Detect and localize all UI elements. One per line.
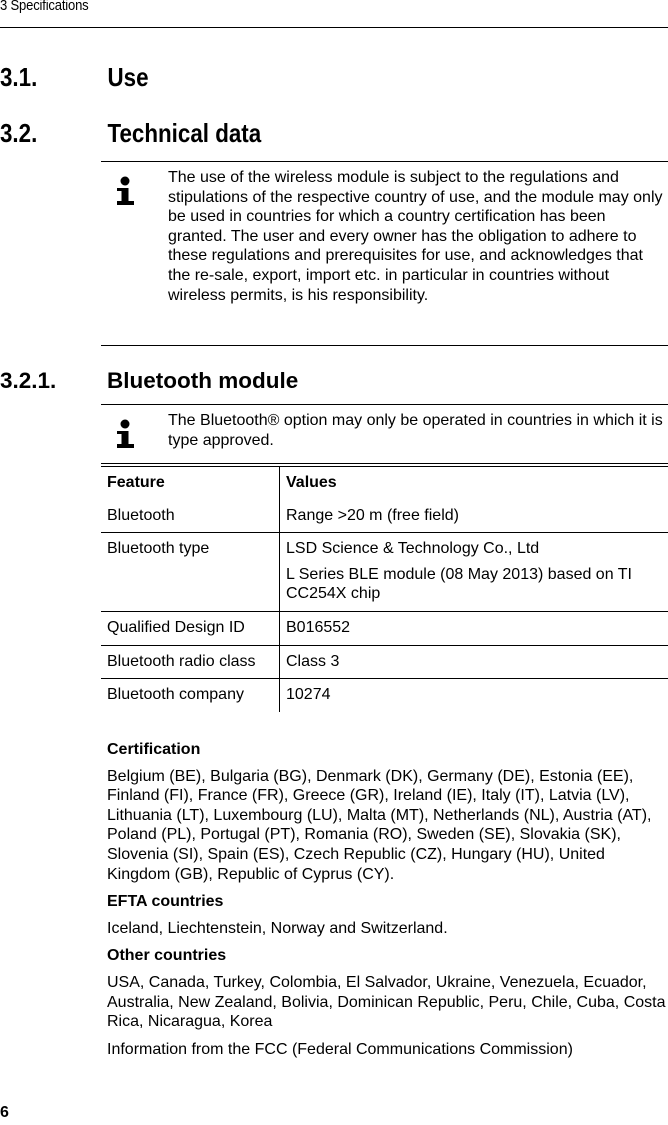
feature-cell: Bluetooth bbox=[101, 500, 280, 533]
section-title: Technical data bbox=[107, 118, 262, 148]
note-text: The Bluetooth® option may only be operated in countries in which it is type approved. bbox=[168, 412, 663, 449]
table-header-row bbox=[101, 467, 668, 500]
column-header-feature: Feature bbox=[101, 467, 280, 500]
info-note-bluetooth bbox=[101, 404, 668, 460]
value-cell bbox=[280, 645, 668, 679]
value-text: B016552 bbox=[286, 618, 351, 636]
table-row bbox=[101, 500, 668, 533]
section-heading-technical-data bbox=[0, 118, 261, 149]
running-header: 3 Specifications bbox=[0, 0, 89, 14]
section-heading-use bbox=[0, 62, 149, 93]
value-text: L Series BLE module (08 May 2013) based on TI CC254X chip bbox=[286, 565, 632, 603]
feature-cell: Bluetooth type bbox=[101, 533, 280, 612]
note-text: The use of the wireless module is subject to the regulations and stipulations of the respective country of use, and the module may only be used in countries for which a country certification has been granted. The user and every owner has the obligation to adhere to these regulations and prerequisites for use, and acknowledges that the re-sale, export, import etc. in particular in countries without wireless permits, is his responsibility. bbox=[168, 169, 663, 304]
value-cell bbox=[280, 679, 668, 712]
other-countries-heading: Other countries bbox=[107, 947, 227, 965]
section-title: Bluetooth module bbox=[107, 368, 299, 393]
table-row bbox=[101, 533, 668, 612]
table-row bbox=[101, 679, 668, 712]
section-number: 3.1. bbox=[0, 62, 38, 92]
value-cell bbox=[280, 500, 668, 533]
efta-heading: EFTA countries bbox=[107, 893, 224, 911]
value-text: Range >20 m (free field) bbox=[286, 506, 459, 524]
value-text: 10274 bbox=[286, 686, 331, 704]
section-title: Use bbox=[107, 62, 149, 92]
value-text: LSD Science & Technology Co., Ltd bbox=[286, 540, 540, 558]
certification-section bbox=[107, 740, 666, 1067]
value-cell bbox=[280, 611, 668, 645]
efta-text: Iceland, Liechtenstein, Norway and Switzerland. bbox=[107, 919, 448, 937]
section-number: 3.2. bbox=[0, 118, 38, 148]
header-rule bbox=[0, 27, 668, 28]
certification-heading: Certification bbox=[107, 741, 201, 758]
section-heading-bluetooth bbox=[0, 368, 298, 394]
value-text: Class 3 bbox=[286, 652, 340, 670]
section-number: 3.2.1. bbox=[0, 368, 57, 393]
page-number: 6 bbox=[0, 1104, 9, 1121]
column-header-values: Values bbox=[286, 474, 337, 491]
certification-text: Belgium (BE), Bulgaria (BG), Denmark (DK), Germany (DE), Estonia (EE), Finland (FI), France (FR), Greece (GR), Ireland (IE), Italy (IT), Latvia (LV), Lithuania (LT), Luxembourg (LU), Malta (MT), Netherlands (NL), Austria (AT), Poland (PL), Portugal (PT), Romania (RO), Sweden (SE), Slovakia (SK), Slovenia (SI), Spain (ES), Czech Republic (CZ), Hungary (HU), United Kingdom (GB), Republic of Cyprus (CY). bbox=[107, 767, 652, 883]
value-cell bbox=[280, 533, 668, 612]
info-icon bbox=[115, 419, 137, 449]
feature-cell: Bluetooth radio class bbox=[101, 645, 280, 679]
fcc-line: Information from the FCC (Federal Communications Commission) bbox=[107, 1040, 573, 1058]
table-row bbox=[101, 645, 668, 679]
feature-cell: Qualified Design ID bbox=[101, 611, 280, 645]
feature-cell: Bluetooth company bbox=[101, 679, 280, 712]
info-icon bbox=[115, 176, 137, 206]
info-note-wireless bbox=[101, 161, 668, 346]
other-countries-text: USA, Canada, Turkey, Colombia, El Salvador, Ukraine, Venezuela, Ecuador, Australia, New Zealand, Bolivia, Dominican Republic, Peru, Chile, Cuba, Costa Rica, Nicaragua, Korea bbox=[107, 973, 666, 1031]
table-row bbox=[101, 611, 668, 645]
bluetooth-spec-table bbox=[101, 463, 668, 712]
